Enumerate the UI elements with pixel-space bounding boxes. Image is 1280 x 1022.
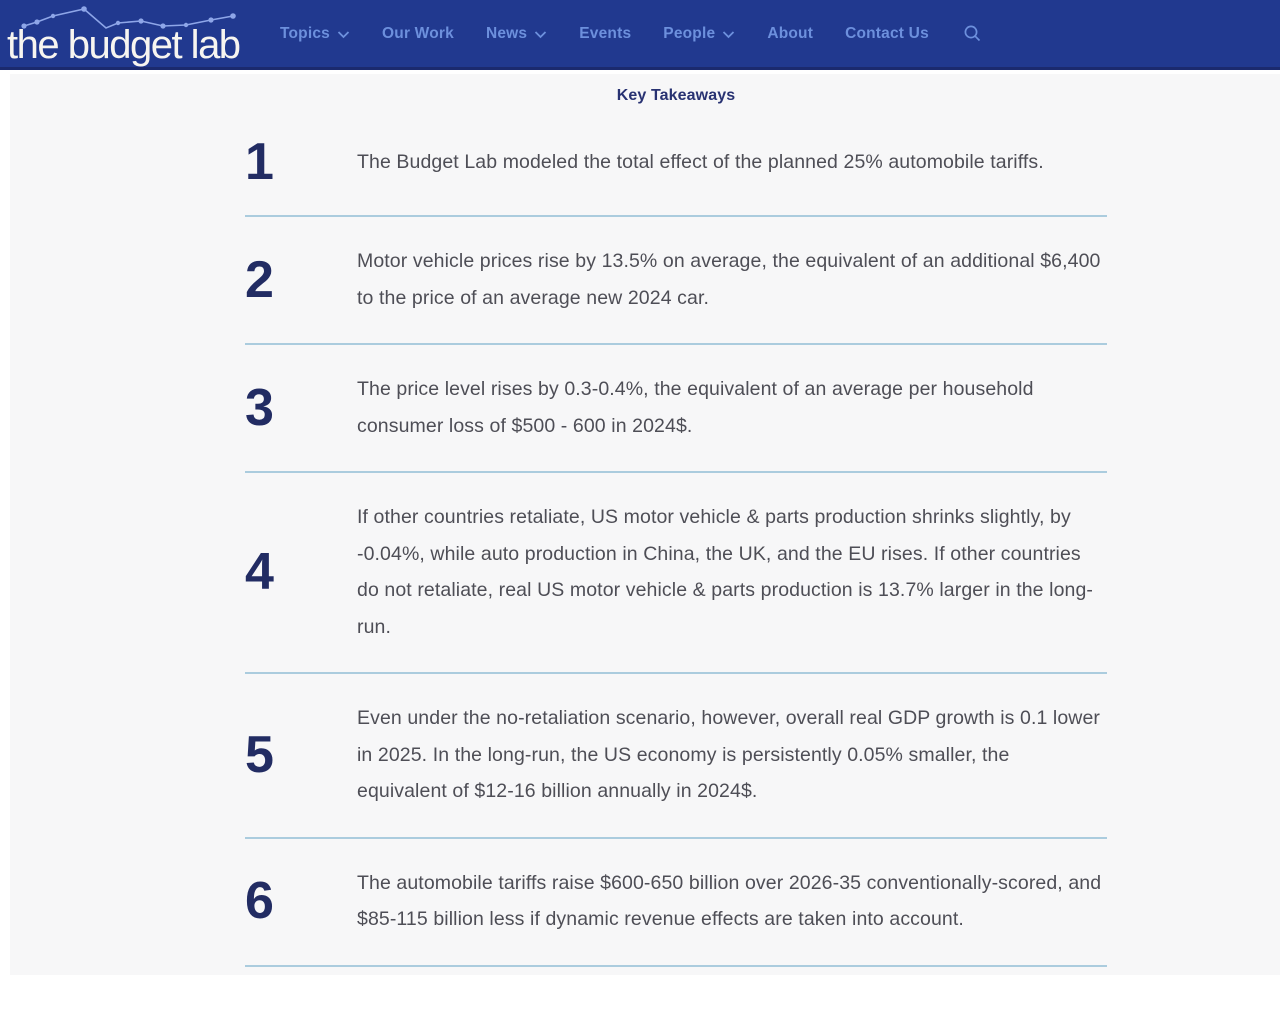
nav-item-topics[interactable]	[280, 25, 350, 43]
takeaway-number: 5	[245, 725, 274, 784]
search-icon[interactable]	[963, 24, 982, 43]
logo-wordmark: the budget lab	[7, 22, 240, 67]
chevron-down-icon	[722, 30, 735, 39]
nav-item-people[interactable]	[663, 25, 735, 43]
nav-item-label: Contact Us	[845, 24, 929, 42]
nav-item-events[interactable]	[579, 25, 631, 43]
takeaway-row-6	[245, 839, 1107, 967]
takeaway-row-2	[245, 217, 1107, 345]
nav-item-label: Events	[579, 24, 632, 42]
main-nav	[280, 24, 982, 43]
chevron-down-icon	[337, 30, 350, 39]
section-heading: Key Takeaways	[616, 87, 736, 104]
nav-item-our-work[interactable]	[382, 25, 454, 43]
takeaway-row-5	[245, 674, 1107, 839]
nav-item-about[interactable]	[767, 25, 813, 43]
takeaway-number: 4	[245, 543, 274, 601]
key-takeaways-content	[245, 74, 1107, 967]
takeaway-row-3	[245, 345, 1107, 473]
takeaway-number: 1	[245, 133, 274, 191]
takeaway-text: Even under the no-retaliation scenario, however, overall real GDP growth is 0.1 lower in 2025. In the long-run, the US economy is persistently 0.05% smaller, the equivalent of $12-16 billion annually in 2024$.	[357, 707, 1101, 802]
nav-item-label: About	[767, 24, 814, 42]
nav-item-label: Our Work	[382, 24, 454, 42]
nav-item-contact-us[interactable]	[845, 25, 929, 43]
takeaway-number: 2	[245, 250, 274, 309]
takeaway-text: If other countries retaliate, US motor vehicle & parts production shrinks slightly, by -0.04%, while auto production in China, the UK, and the EU rises. If other countries do not retaliate, real US motor vehicle & parts production is 13.7% larger in the long-run.	[357, 506, 1093, 638]
takeaway-text: The Budget Lab modeled the total effect of the planned 25% automobile tariffs.	[357, 150, 1044, 173]
nav-item-news[interactable]	[486, 25, 547, 43]
takeaway-row-1	[245, 110, 1107, 217]
nav-item-label: Topics	[280, 24, 331, 42]
key-takeaways-section	[10, 74, 1280, 975]
takeaway-number: 6	[245, 872, 274, 930]
takeaway-text: The price level rises by 0.3-0.4%, the equivalent of an average per household consumer loss of $500 - 600 in 2024$.	[357, 378, 1034, 437]
takeaway-row-4	[245, 473, 1107, 674]
site-logo[interactable]	[7, 1, 247, 67]
top-navigation-bar	[0, 0, 1280, 70]
chevron-down-icon	[534, 30, 547, 39]
takeaway-text: Motor vehicle prices rise by 13.5% on average, the equivalent of an additional $6,400 to the price of an average new 2024 car.	[357, 250, 1101, 309]
takeaway-number: 3	[245, 378, 274, 437]
nav-item-label: News	[485, 24, 528, 42]
takeaway-text: The automobile tariffs raise $600-650 billion over 2026-35 conventionally-scored, and $85-115 billion less if dynamic revenue effects are taken into account.	[357, 871, 1102, 930]
nav-item-label: People	[663, 24, 716, 42]
